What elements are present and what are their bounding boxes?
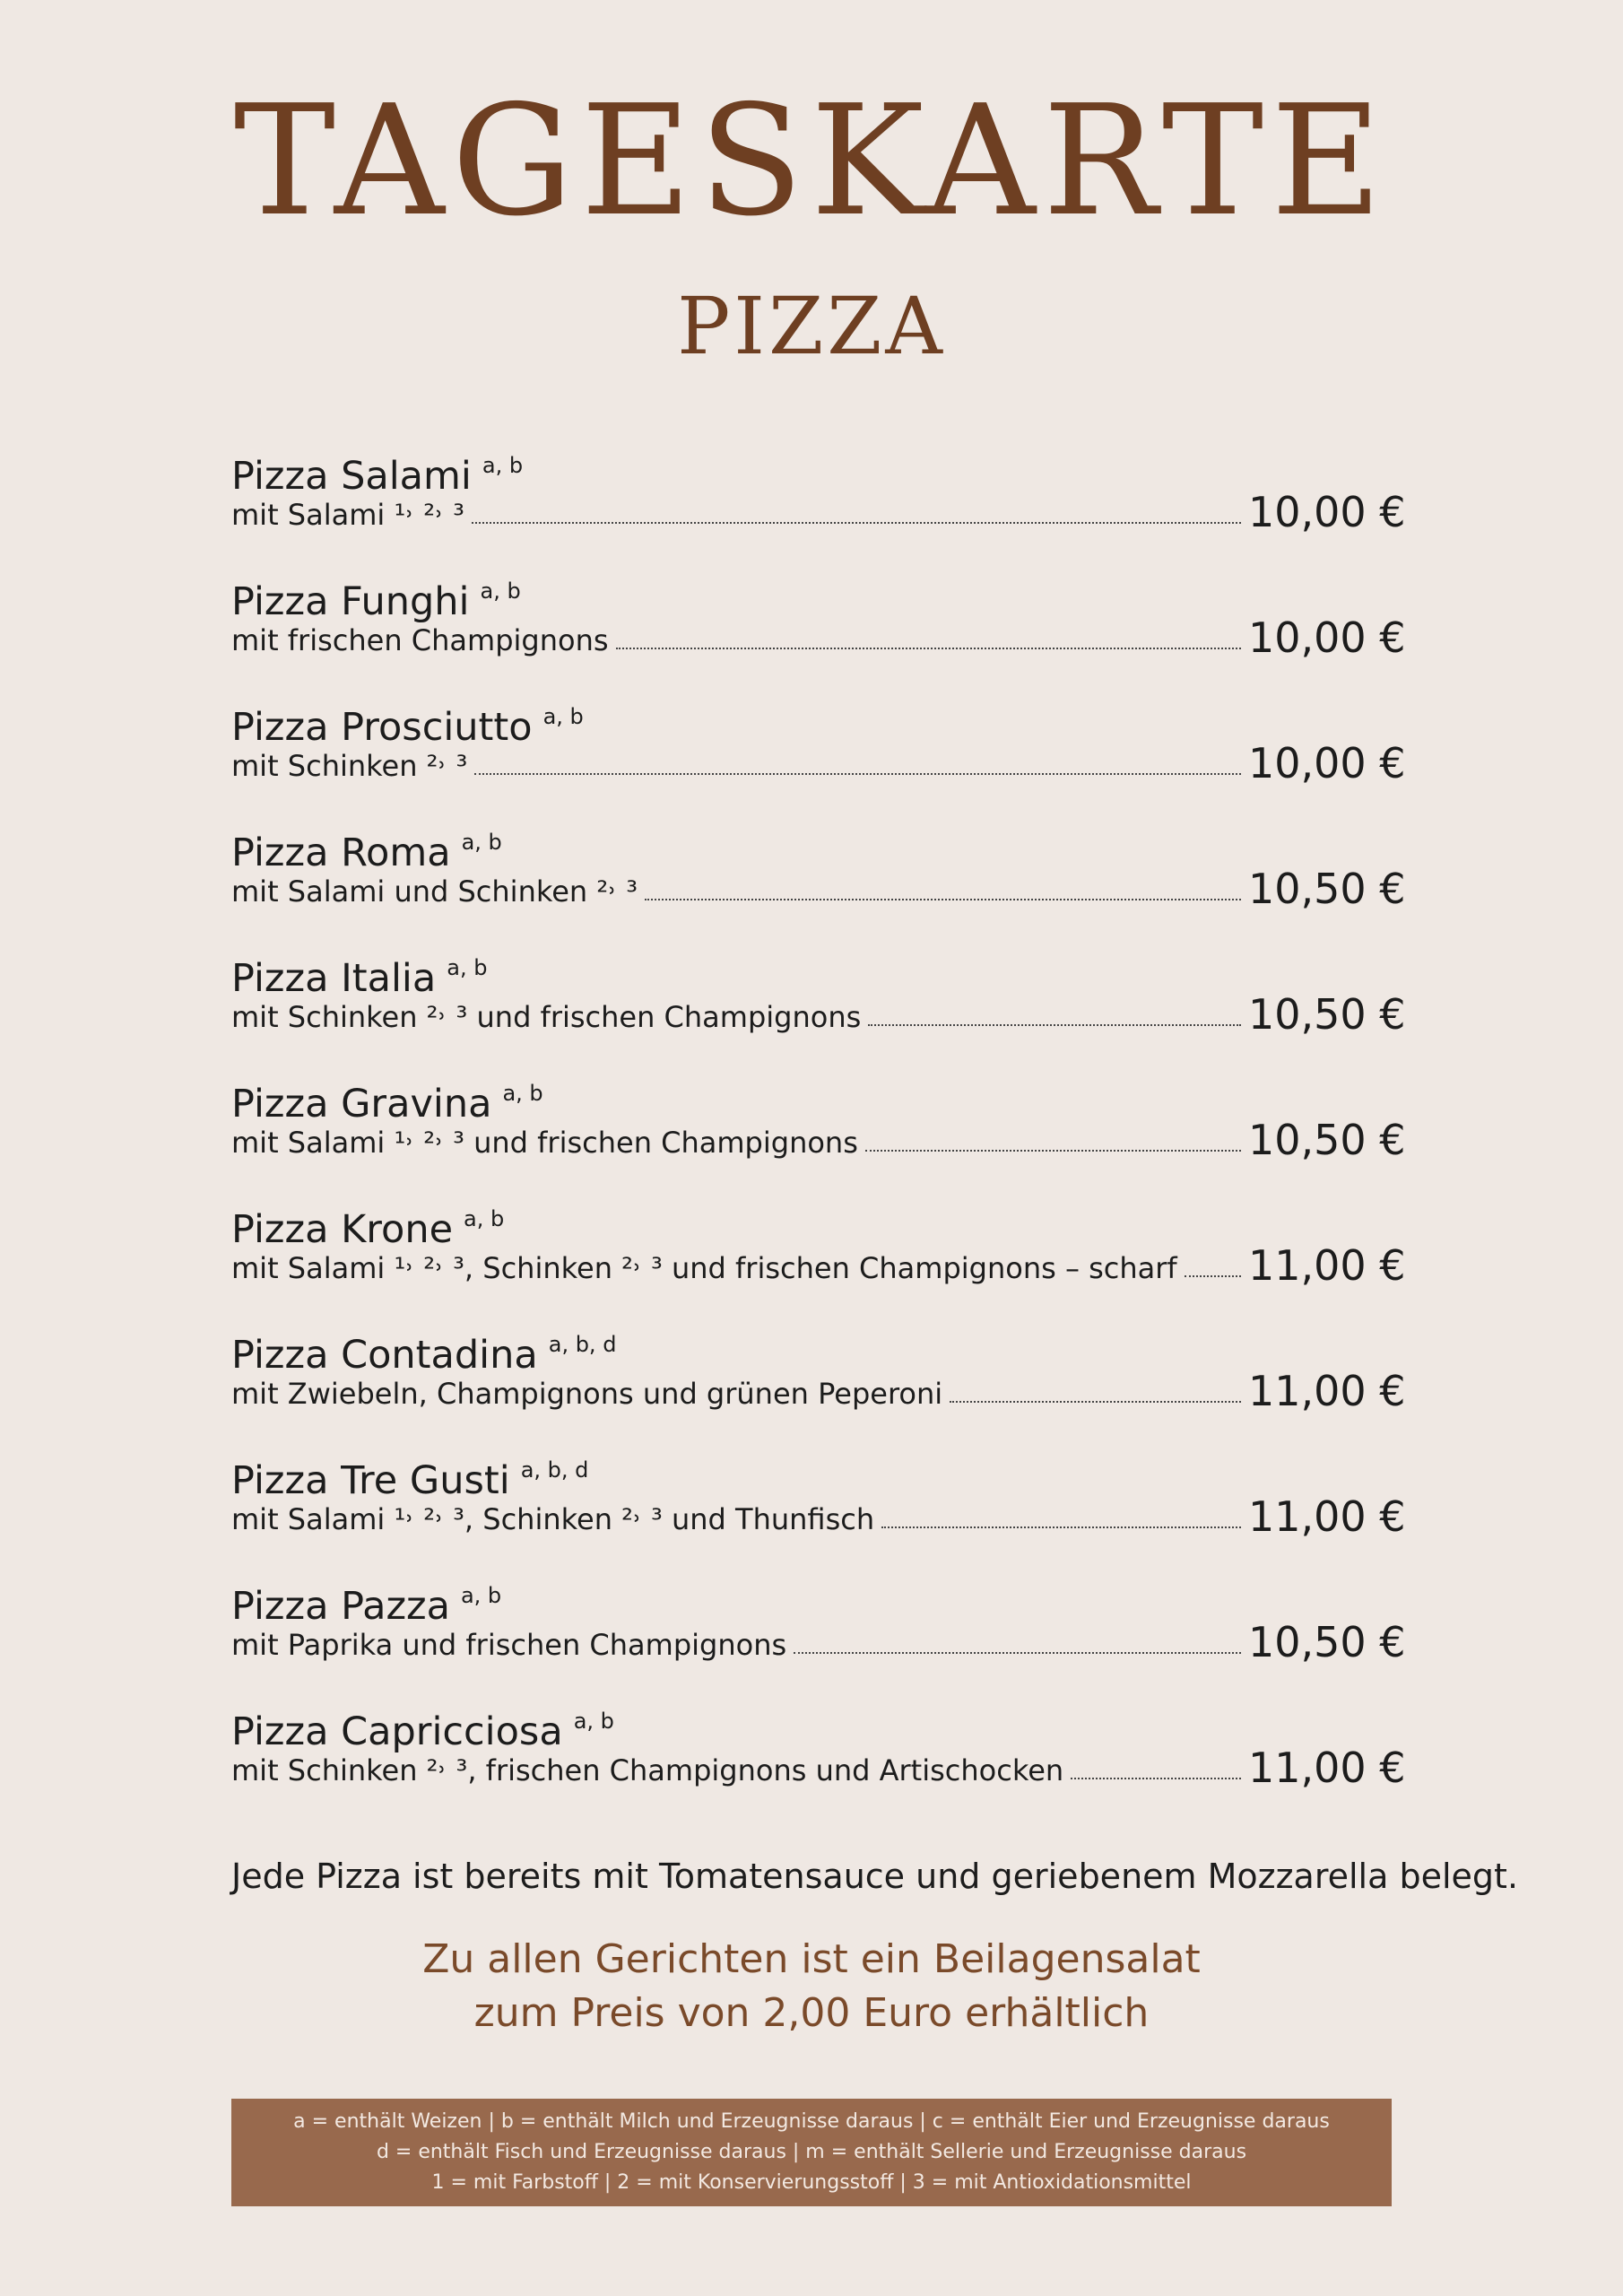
item-description: mit Zwiebeln, Champignons und grünen Peperoni: [231, 1377, 943, 1411]
allergen-codes: a, b: [573, 1709, 614, 1734]
section-title: PIZZA: [677, 280, 946, 372]
menu-item: [231, 1193, 1406, 1318]
item-description: mit Salami ¹˒ ²˒ ³, Schinken ²˒ ³ und Thunfisch: [231, 1502, 875, 1536]
menu-item: [231, 1318, 1406, 1444]
menu-item: [231, 565, 1406, 691]
allergen-codes: a, b: [542, 704, 584, 729]
item-description: mit Salami ¹˒ ²˒ ³, Schinken ²˒ ³ und frischen Champignons – scharf: [231, 1251, 1177, 1285]
item-name: Pizza Salami: [231, 454, 472, 499]
allergen-codes: a, b: [460, 1583, 502, 1608]
pizza-note: Jede Pizza ist bereits mit Tomatensauce und geriebenem Mozzarella belegt.: [231, 1857, 1519, 1896]
menu-item: [231, 1570, 1406, 1695]
item-name: Pizza Gravina: [231, 1082, 492, 1126]
side-salad-note: [0, 1933, 1623, 2040]
item-description: mit Paprika und frischen Champignons: [231, 1628, 787, 1662]
item-name: Pizza Krone: [231, 1207, 454, 1252]
dot-leader: [881, 1526, 1241, 1528]
item-description: mit Salami ¹˒ ²˒ ³ und frischen Champignons: [231, 1126, 858, 1160]
legend-line-3: 1 = mit Farbstoff | 2 = mit Konservierungsstoff | 3 = mit Antioxidationsmittel: [431, 2171, 1192, 2194]
item-price: 11,00 €: [1248, 1492, 1406, 1541]
item-description: mit frischen Champignons: [231, 623, 609, 657]
item-name: Pizza Italia: [231, 956, 437, 1001]
dot-leader: [865, 1149, 1241, 1152]
item-name: Pizza Capricciosa: [231, 1709, 563, 1754]
dot-leader: [472, 521, 1241, 524]
item-name: Pizza Contadina: [231, 1333, 538, 1378]
side-salad-line-1: Zu allen Gerichten ist ein Beilagensalat: [422, 1936, 1201, 1982]
item-name: Pizza Tre Gusti: [231, 1458, 510, 1503]
item-description: mit Schinken ²˒ ³ und frischen Champignons: [231, 1000, 862, 1034]
dot-leader: [868, 1023, 1241, 1026]
item-price: 10,00 €: [1248, 488, 1406, 536]
page-title: TAGESKARTE: [233, 73, 1390, 250]
item-price: 10,00 €: [1248, 613, 1406, 662]
allergen-legend: [231, 2099, 1392, 2206]
allergen-codes: a, b: [464, 1206, 505, 1231]
item-name: Pizza Prosciutto: [231, 705, 533, 750]
allergen-codes: a, b: [502, 1081, 543, 1106]
dot-leader: [794, 1651, 1241, 1654]
dot-leader: [616, 647, 1241, 649]
item-description: mit Schinken ²˒ ³: [231, 749, 468, 783]
allergen-codes: a, b: [482, 453, 524, 478]
legend-line-2: d = enthält Fisch und Erzeugnisse daraus | m = enthält Sellerie und Erzeugnisse daraus: [376, 2141, 1247, 2163]
menu-item: [231, 439, 1406, 565]
menu-item: [231, 942, 1406, 1067]
menu-item: [231, 816, 1406, 942]
item-name: Pizza Roma: [231, 831, 451, 875]
item-price: 10,50 €: [1248, 1116, 1406, 1164]
menu-item: [231, 1444, 1406, 1570]
allergen-codes: a, b, d: [520, 1457, 589, 1483]
item-price: 10,50 €: [1248, 990, 1406, 1039]
item-price: 11,00 €: [1248, 1241, 1406, 1290]
allergen-codes: a, b: [447, 955, 488, 980]
item-price: 10,00 €: [1248, 739, 1406, 787]
dot-leader: [474, 772, 1241, 775]
item-name: Pizza Funghi: [231, 579, 470, 624]
allergen-codes: a, b, d: [548, 1332, 617, 1357]
item-description: mit Salami ¹˒ ²˒ ³: [231, 498, 464, 532]
menu-item: [231, 1067, 1406, 1193]
side-salad-line-2: zum Preis von 2,00 Euro erhältlich: [473, 1990, 1150, 2036]
menu-item: [231, 1695, 1406, 1821]
item-name: Pizza Pazza: [231, 1584, 450, 1629]
item-price: 10,50 €: [1248, 865, 1406, 913]
item-price: 10,50 €: [1248, 1618, 1406, 1666]
item-price: 11,00 €: [1248, 1367, 1406, 1415]
dot-leader: [1185, 1274, 1241, 1277]
item-price: 11,00 €: [1248, 1744, 1406, 1792]
item-description: mit Schinken ²˒ ³, frischen Champignons und Artischocken: [231, 1753, 1064, 1787]
allergen-codes: a, b: [480, 578, 521, 604]
legend-line-1: a = enthält Weizen | b = enthält Milch und Erzeugnisse daraus | c = enthält Eier und Erzeugnisse daraus: [293, 2110, 1330, 2133]
menu-list: [231, 439, 1406, 1821]
item-description: mit Salami und Schinken ²˒ ³: [231, 874, 638, 909]
dot-leader: [950, 1400, 1241, 1403]
dot-leader: [1071, 1777, 1241, 1779]
menu-item: [231, 691, 1406, 816]
dot-leader: [645, 898, 1241, 900]
allergen-codes: a, b: [461, 830, 502, 855]
